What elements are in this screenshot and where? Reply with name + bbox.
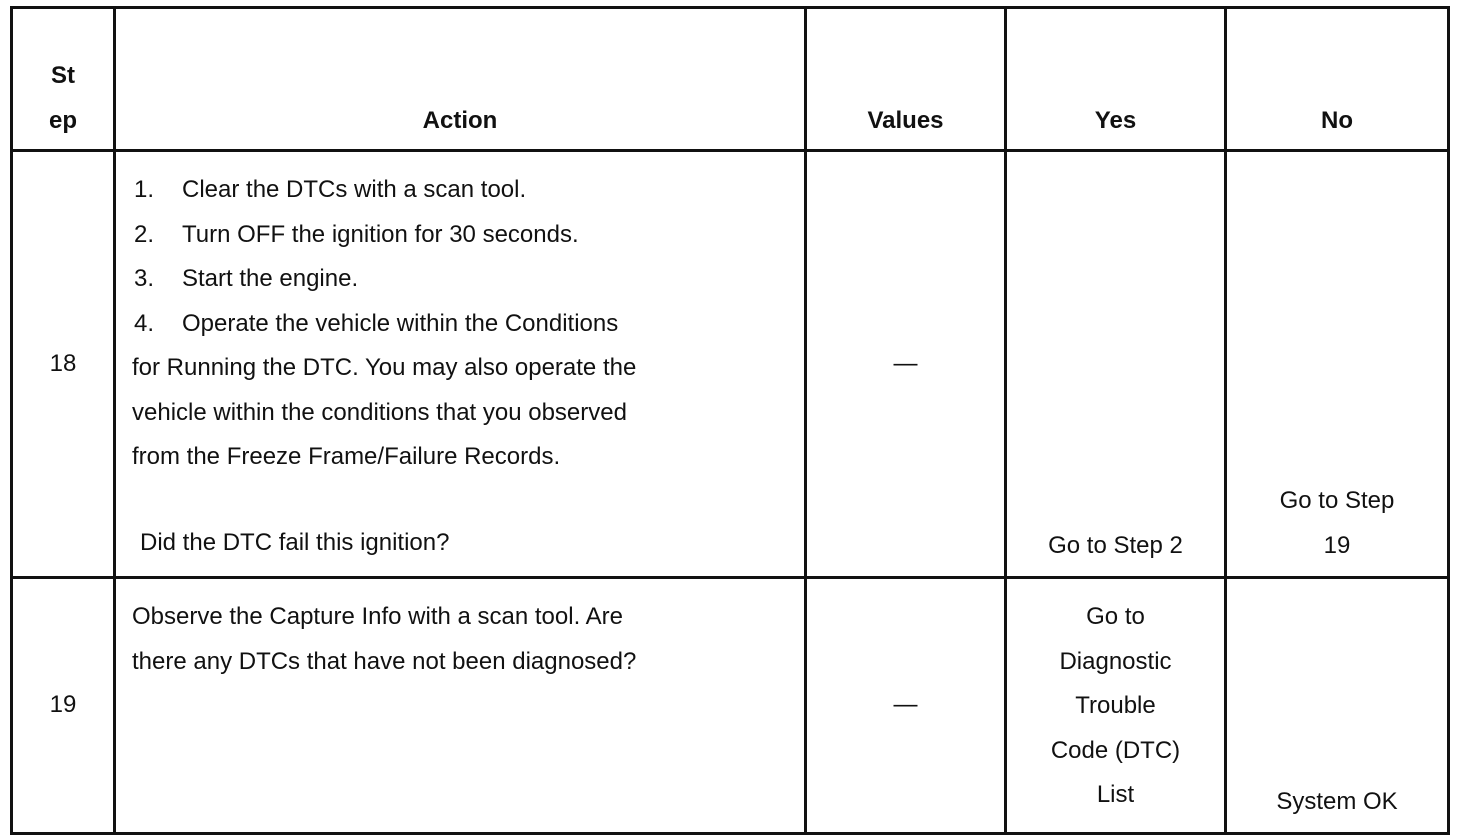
list-item-text: Turn OFF the ignition for 30 seconds. [182, 220, 579, 248]
yes-cell-line: Code (DTC) [1050, 736, 1181, 764]
action-question: Did the DTC fail this ignition? [140, 528, 450, 556]
action-cell [115, 578, 806, 834]
yes-cell-line: Trouble [1075, 692, 1156, 719]
header-row [12, 8, 1449, 151]
list-item-text: Start the engine. [182, 265, 359, 292]
list-item-number: 3. [134, 265, 155, 292]
no-cell-line2: 19 [1323, 531, 1351, 559]
yes-cell-line: List [1096, 781, 1135, 808]
values-cell: — [806, 151, 1006, 578]
list-item [132, 302, 804, 347]
yes-cell-line: Go to [1086, 603, 1145, 630]
list-item-number: 2. [134, 220, 155, 248]
no-column-header: No [1226, 8, 1449, 151]
yes-column-header: Yes [1006, 8, 1226, 151]
step-number: 18 [12, 151, 115, 578]
action-line: there any DTCs that have not been diagnosed? [132, 647, 637, 675]
list-item-text: Clear the DTCs with a scan tool. [182, 176, 527, 203]
continuation-line: vehicle within the conditions that you observed [132, 398, 627, 426]
list-item-number: 4. [134, 309, 155, 337]
list-item [132, 168, 804, 213]
continuation-line: for Running the DTC. You may also operate the [132, 354, 637, 381]
continuation-line: from the Freeze Frame/Failure Records. [132, 443, 561, 470]
list-item [132, 213, 804, 258]
no-cell [1226, 151, 1449, 578]
no-cell: System OK [1226, 578, 1449, 834]
step-header-line1: St [51, 62, 75, 89]
no-cell-line1: Go to Step [1279, 487, 1395, 514]
action-line: Observe the Capture Info with a scan tool. Are [132, 603, 623, 630]
list-item-text: Operate the vehicle within the Conditions [182, 309, 619, 337]
step-column-header [12, 8, 115, 151]
list-item-number: 1. [134, 176, 155, 203]
action-steps-list [132, 168, 804, 346]
action-column-header: Action [115, 8, 806, 151]
step-number: 19 [12, 578, 115, 834]
diagnostic-table [10, 6, 1450, 835]
step-header-line2: ep [48, 106, 77, 134]
list-item [132, 257, 804, 302]
yes-cell-line: Diagnostic [1059, 647, 1172, 675]
values-cell: — [806, 578, 1006, 834]
table-row-step-18 [12, 151, 1449, 578]
table-row-step-19 [12, 578, 1449, 834]
action-cell [115, 151, 806, 578]
values-column-header: Values [806, 8, 1006, 151]
yes-cell: Go to Step 2 [1006, 151, 1226, 578]
yes-cell [1006, 578, 1226, 834]
